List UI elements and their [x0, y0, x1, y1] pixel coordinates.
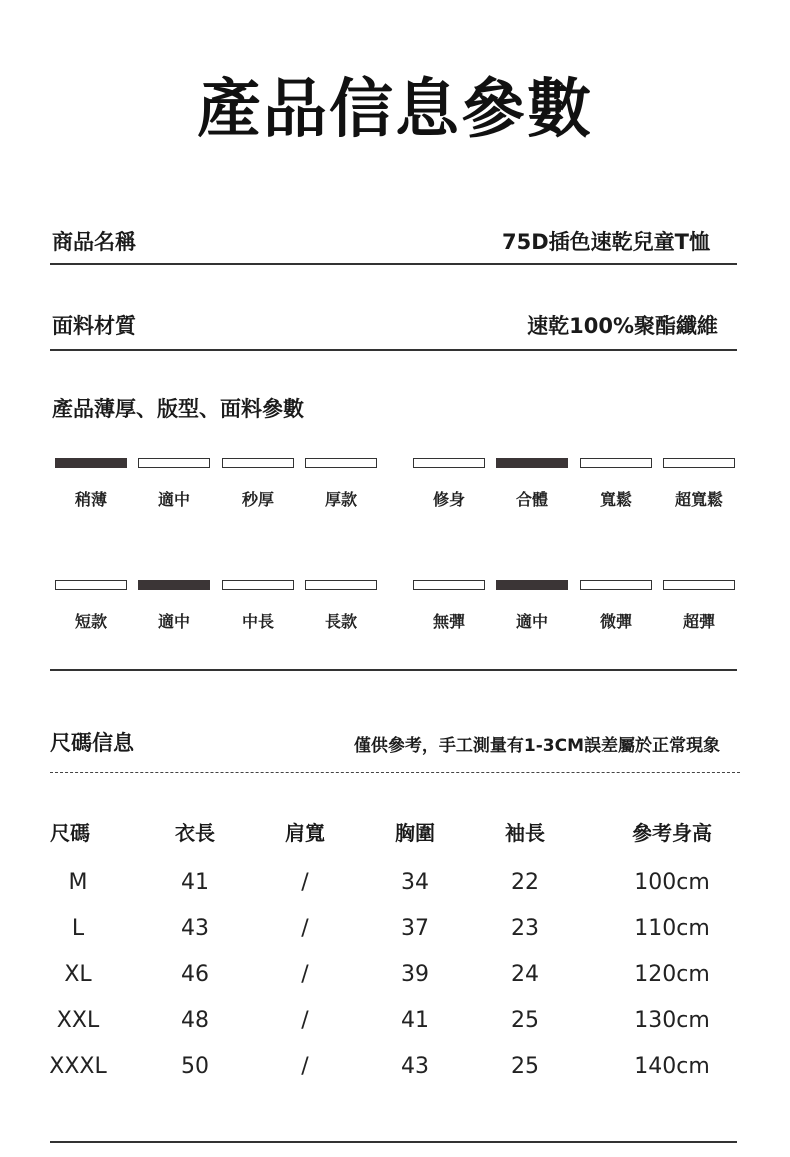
param-bar-selected: [55, 458, 127, 468]
param-option-label: 中長: [241, 612, 274, 631]
param-option-label: 無彈: [432, 612, 465, 631]
table-cell: 120cm: [634, 962, 710, 987]
table-header-cell: 肩寬: [285, 821, 325, 845]
size-label: XL: [64, 962, 92, 987]
size-label: XXL: [56, 1008, 100, 1033]
param-option-label: 適中: [515, 612, 548, 631]
measurement-note: 僅供參考，手工測量有1-3CM誤差屬於正常現象: [353, 736, 720, 756]
table-cell: 100cm: [634, 870, 710, 895]
table-cell: /: [301, 916, 309, 941]
table-cell: 39: [401, 962, 429, 987]
size-info-heading: 尺碼信息: [50, 731, 134, 755]
param-option-label: 厚款: [324, 490, 357, 509]
table-cell: 50: [181, 1054, 209, 1079]
param-bar-selected: [138, 580, 210, 590]
param-bar: [580, 580, 652, 590]
param-option-label: 超寬鬆: [674, 490, 723, 509]
table-cell: 41: [401, 1008, 429, 1033]
table-header-cell: 參考身高: [632, 821, 712, 845]
table-header-cell: 衣長: [175, 821, 215, 845]
table-cell: 110cm: [634, 916, 710, 941]
fabric-value: 速乾100%聚酯纖維: [527, 314, 718, 338]
size-label: L: [71, 916, 85, 941]
product-name-label: 商品名稱: [52, 230, 136, 254]
param-option-label: 短款: [74, 612, 107, 631]
product-name-value: 75D插色速乾兒童T恤: [502, 230, 710, 254]
table-cell: /: [301, 1008, 309, 1033]
table-header-cell: 尺碼: [50, 821, 90, 845]
table-cell: 25: [511, 1054, 539, 1079]
divider: [50, 669, 737, 671]
table-header-cell: 胸圍: [395, 821, 435, 845]
param-option-label: 修身: [432, 490, 465, 509]
table-cell: 22: [511, 870, 539, 895]
param-bar: [580, 458, 652, 468]
param-bar-selected: [496, 580, 568, 590]
table-cell: /: [301, 962, 309, 987]
param-bar-selected: [496, 458, 568, 468]
param-option-label: 合體: [515, 490, 548, 509]
param-bar: [222, 458, 294, 468]
table-cell: 46: [181, 962, 209, 987]
dashed-divider: [50, 772, 740, 773]
table-cell: 43: [401, 1054, 429, 1079]
table-header-cell: 袖長: [505, 821, 545, 845]
param-option-label: 微彈: [599, 612, 632, 631]
table-cell: 25: [511, 1008, 539, 1033]
table-cell: 48: [181, 1008, 209, 1033]
table-cell: 43: [181, 916, 209, 941]
param-bar: [663, 580, 735, 590]
param-bar: [663, 458, 735, 468]
table-cell: 130cm: [634, 1008, 710, 1033]
table-cell: /: [301, 870, 309, 895]
param-option-label: 長款: [324, 612, 357, 631]
table-cell: 37: [401, 916, 429, 941]
param-option-label: 超彈: [682, 612, 715, 631]
param-bar: [222, 580, 294, 590]
page-title: 產品信息參數: [197, 73, 593, 147]
param-bar: [55, 580, 127, 590]
table-cell: /: [301, 1054, 309, 1079]
divider: [50, 263, 737, 265]
param-bar: [413, 458, 485, 468]
param-option-label: 秒厚: [241, 490, 274, 509]
param-option-label: 寬鬆: [599, 490, 632, 509]
divider: [50, 349, 737, 351]
table-cell: 23: [511, 916, 539, 941]
param-bar: [413, 580, 485, 590]
params-heading: 產品薄厚、版型、面料參數: [52, 397, 304, 421]
size-label: XXXL: [49, 1054, 107, 1079]
param-bar: [138, 458, 210, 468]
param-bar: [305, 580, 377, 590]
table-cell: 34: [401, 870, 429, 895]
table-cell: 140cm: [634, 1054, 710, 1079]
param-bar: [305, 458, 377, 468]
divider: [50, 1141, 737, 1143]
param-option-label: 適中: [157, 612, 190, 631]
param-option-label: 稍薄: [74, 490, 107, 509]
table-cell: 24: [511, 962, 539, 987]
param-option-label: 適中: [157, 490, 190, 509]
table-cell: 41: [181, 870, 209, 895]
size-label: M: [68, 870, 88, 895]
fabric-label: 面料材質: [52, 314, 136, 338]
